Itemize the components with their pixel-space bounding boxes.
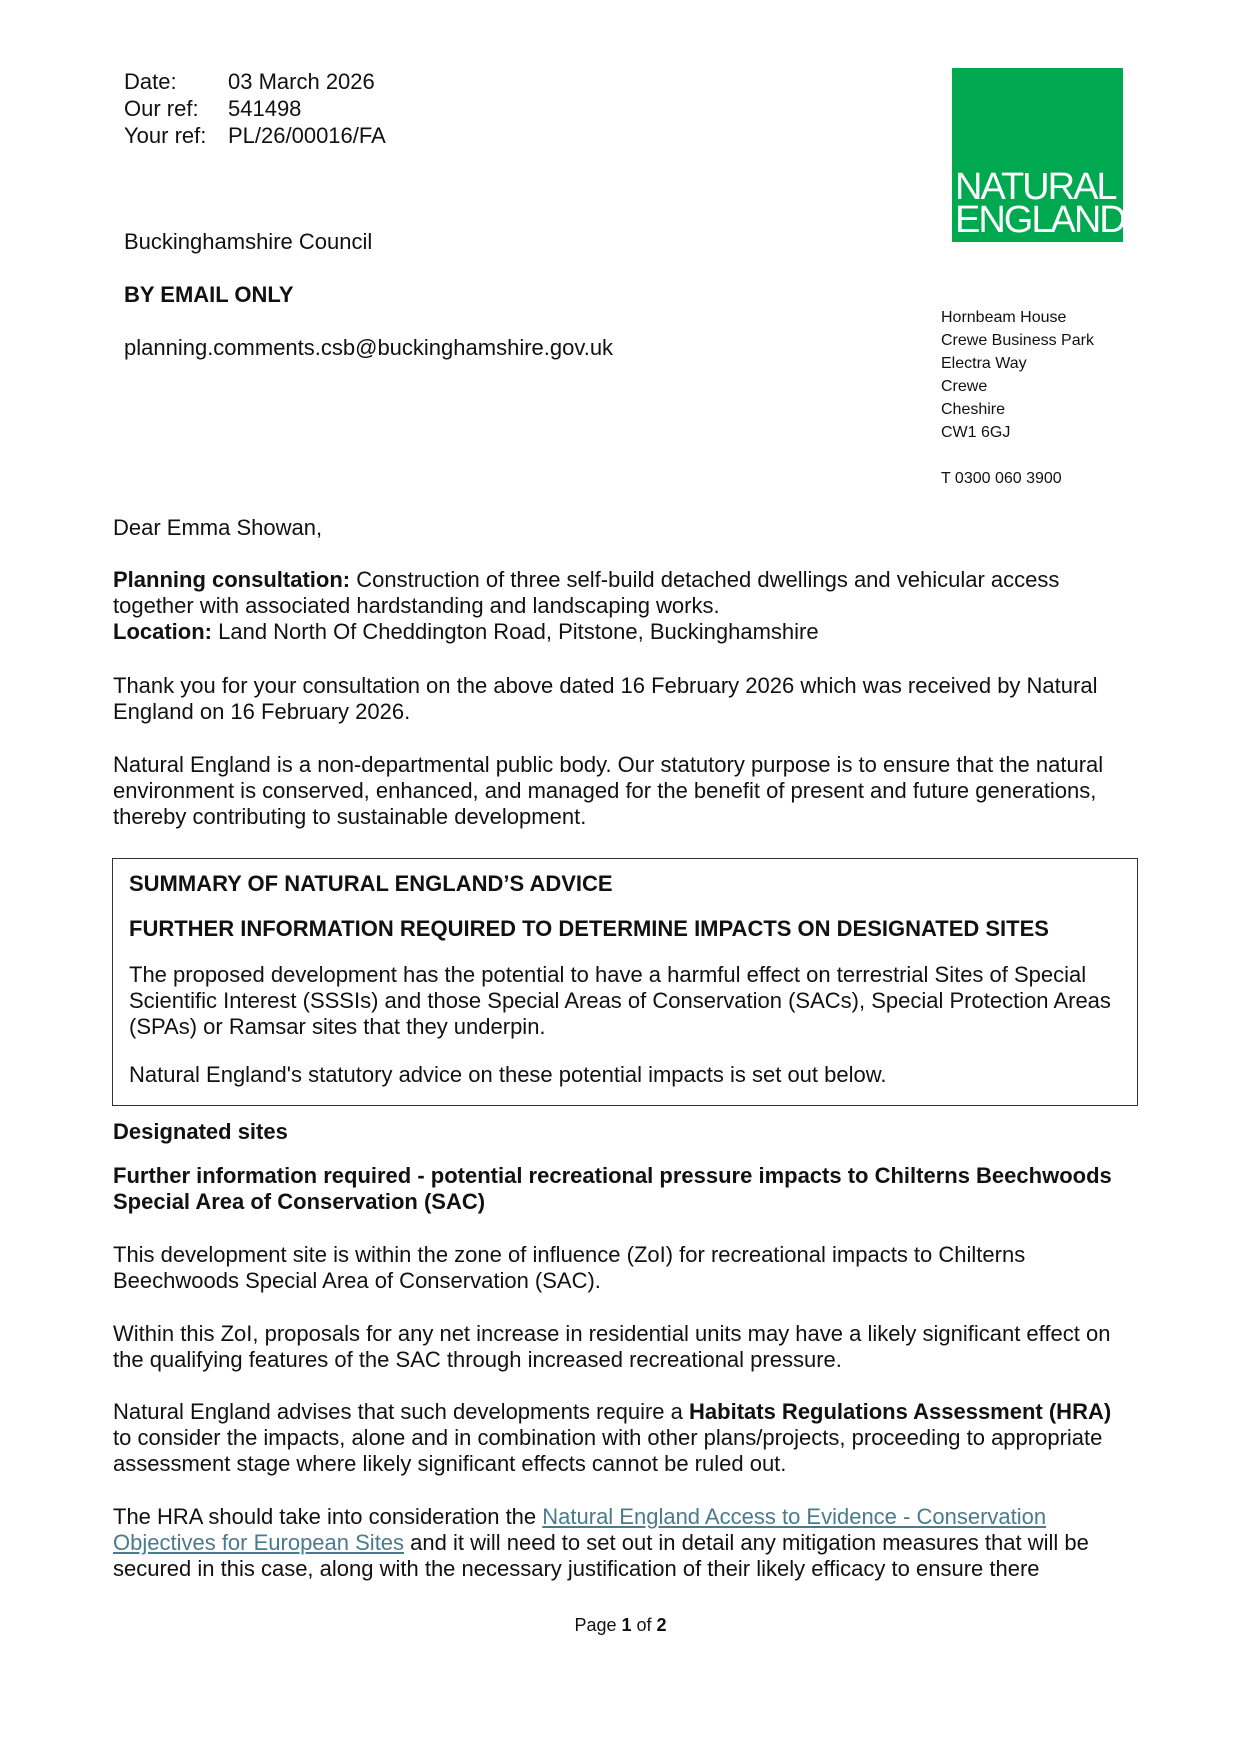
consultation-block: [113, 567, 1133, 645]
designated-sites-subheading: Further information required - potential recreational pressure impacts to Chilterns Beechwoods Special Area of Conservation (SAC): [113, 1163, 1112, 1214]
within-zoi-paragraph: Within this ZoI, proposals for any net increase in residential units may have a likely significant effect on the qualifying features of the SAC through increased recreational pressure.: [113, 1321, 1111, 1372]
logo-line-2: ENGLAND: [955, 199, 1125, 241]
address-line: Crewe: [941, 378, 988, 395]
summary-body: The proposed development has the potential to have a harmful effect on terrestrial Sites of Special Scientific Interest (SSSIs) and those Special Areas of Conservation (SACs), Special Protection Areas (SPAs) or Ramsar sites that they underpin.: [129, 962, 1111, 1039]
sender-phone: T 0300 060 3900: [941, 470, 1062, 487]
our-ref-label: Our ref:: [124, 96, 199, 121]
summary-subtitle: FURTHER INFORMATION REQUIRED TO DETERMINE IMPACTS ON DESIGNATED SITES: [129, 916, 1049, 941]
sender-address: [941, 306, 1094, 444]
natural-england-logo: [952, 68, 1123, 242]
purpose-paragraph: Natural England is a non-departmental public body. Our statutory purpose is to ensure that the natural environment is conserved, enhanced, and managed for the benefit of present and future generations, thereby contributing to sustainable development.: [113, 752, 1104, 829]
evidence-text-start: The HRA should take into consideration the: [113, 1504, 543, 1529]
your-ref-row: [124, 122, 386, 149]
address-line: Electra Way: [941, 355, 1027, 372]
zoi-paragraph: This development site is within the zone of influence (ZoI) for recreational impacts to Chilterns Beechwoods Special Area of Conservation (SAC).: [113, 1242, 1026, 1293]
date-row: [124, 68, 386, 95]
consultation-line: [113, 567, 1133, 619]
page-label: Page: [574, 1615, 622, 1635]
salutation: Dear Emma Showan,: [113, 515, 323, 540]
location-label: Location:: [113, 619, 212, 644]
address-line: CW1 6GJ: [941, 424, 1011, 441]
hra-term: Habitats Regulations Assessment (HRA): [689, 1399, 1112, 1424]
date-value: 03 March 2026: [228, 69, 375, 94]
recipient-email: planning.comments.csb@buckinghamshire.gov.uk: [124, 335, 614, 360]
consultation-text: Construction of three self-build detached dwellings and vehicular access together with associated hardstanding and landscaping works.: [113, 567, 1060, 618]
delivery-method: BY EMAIL ONLY: [124, 282, 294, 307]
recipient-council: Buckinghamshire Council: [124, 229, 373, 254]
location-line: [113, 619, 1133, 645]
our-ref-row: [124, 95, 386, 122]
consultation-label: Planning consultation:: [113, 567, 351, 592]
page-number: [0, 1615, 1241, 1636]
address-line: Hornbeam House: [941, 309, 1067, 326]
page-total: 2: [656, 1615, 667, 1635]
logo-line-1: NATURAL: [955, 166, 1116, 208]
thanks-paragraph: Thank you for your consultation on the above dated 16 February 2026 which was received by Natural England on 16 February 2026.: [113, 673, 1098, 724]
summary-note: Natural England's statutory advice on these potential impacts is set out below.: [129, 1062, 887, 1087]
evidence-text-end: and it will need to set out in detail any mitigation measures that will be secured in this case, along with the necessary justification of their likely efficacy to ensure there: [113, 1530, 1089, 1581]
hra-text-end: to consider the impacts, alone and in combination with other plans/projects, proceeding to appropriate assessment stage where likely significant effects cannot be ruled out.: [113, 1425, 1103, 1476]
summary-title: SUMMARY OF NATURAL ENGLAND’S ADVICE: [129, 871, 613, 896]
location-text: Land North Of Cheddington Road, Pitstone, Buckinghamshire: [212, 619, 819, 644]
hra-text-start: Natural England advises that such developments require a: [113, 1399, 690, 1424]
designated-sites-heading: Designated sites: [113, 1119, 288, 1144]
your-ref-value: PL/26/00016/FA: [228, 123, 386, 148]
advice-summary-box: [112, 858, 1138, 1106]
our-ref-value: 541498: [228, 96, 302, 121]
your-ref-label: Your ref:: [124, 123, 207, 148]
hra-paragraph: [113, 1399, 1133, 1477]
hra-evidence-paragraph: [113, 1504, 1133, 1582]
reference-block: [124, 68, 386, 149]
address-line: Cheshire: [941, 401, 1006, 418]
page-current: 1: [621, 1615, 632, 1635]
date-label: Date:: [124, 69, 177, 94]
conservation-objectives-link[interactable]: Natural England Access to Evidence - Conservation Objectives for European Sites: [113, 1504, 1047, 1555]
address-line: Crewe Business Park: [941, 332, 1094, 349]
page-of: of: [631, 1615, 657, 1635]
